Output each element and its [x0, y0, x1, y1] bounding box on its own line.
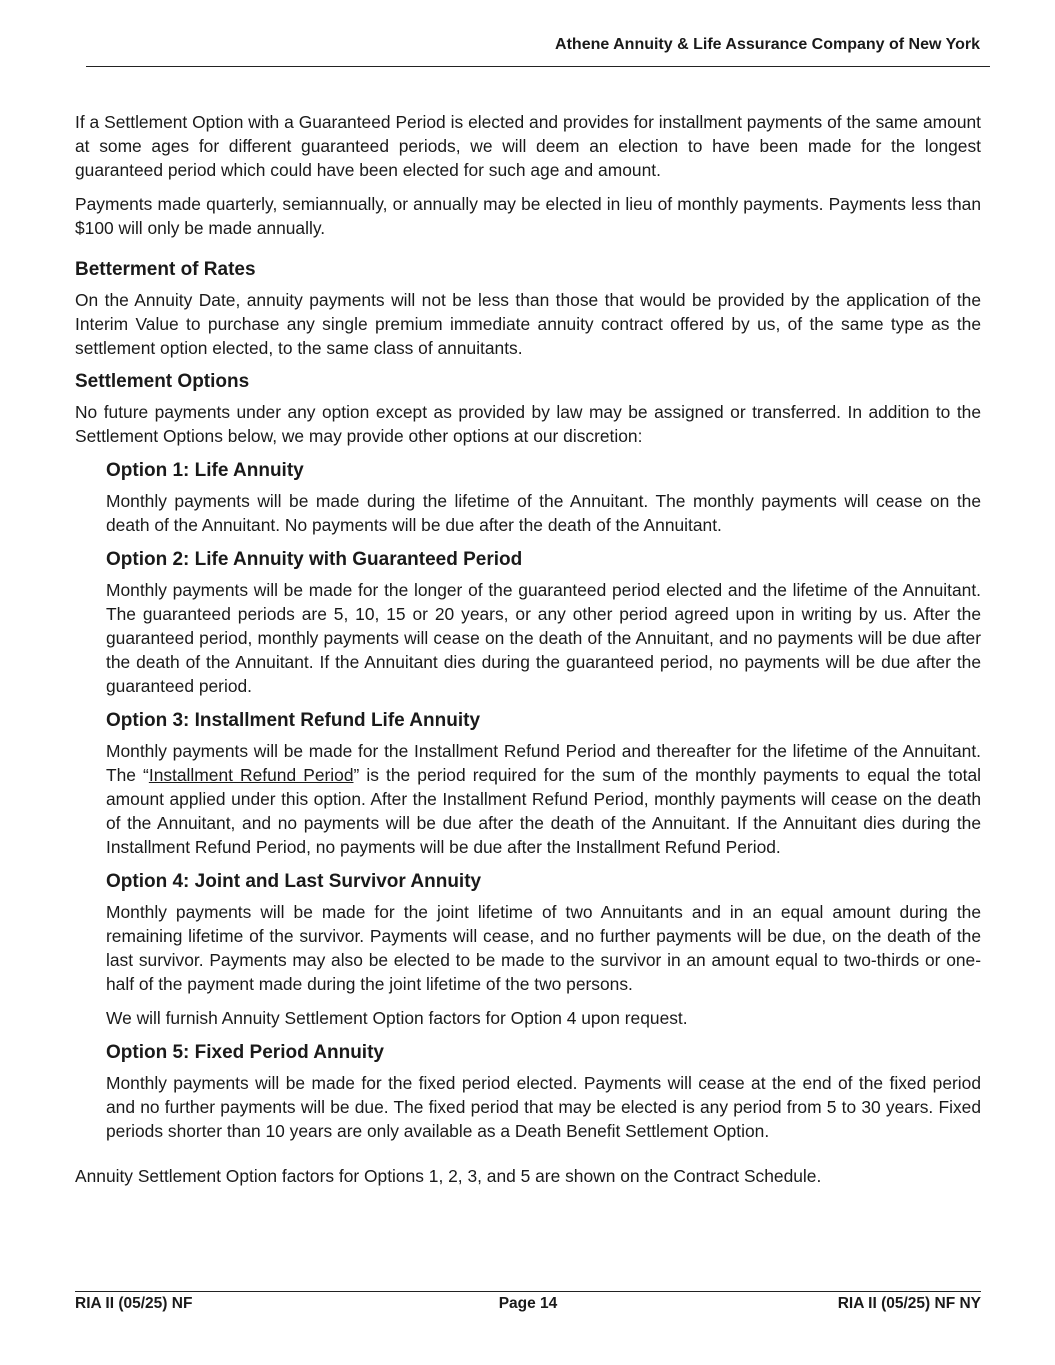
option-2-body: Monthly payments will be made for the longer of the guaranteed period elected and the lifetime of the Annuitant. The guaranteed periods are 5, 10, 15 or 20 years, or any other period agreed upon in writing by us. After the guaranteed period, monthly payments will cease on the death of the Annuitant, and no payments will be due after the death of the Annuitant. If the Annuitant dies during the guaranteed period, no payments will be due after the guaranteed period.: [106, 580, 981, 696]
option-1-title: Option 1: Life Annuity: [106, 460, 304, 481]
option-3-body-start: Monthly payments will be made for the Installment Refund Period and thereafter for the lifetime of the Annuitant. The “: [106, 741, 981, 785]
betterment-heading: Betterment of Rates: [75, 259, 256, 280]
option-3: [106, 709, 981, 859]
option-3-title: Option 3: Installment Refund Life Annuity: [106, 710, 481, 731]
settlement-heading: Settlement Options: [75, 371, 250, 392]
option-4: [106, 870, 981, 996]
footer-form-number: RIA II (05/25) NF: [75, 1295, 193, 1312]
option-5: [106, 1041, 981, 1143]
closing-paragraph: Annuity Settlement Option factors for Options 1, 2, 3, and 5 are shown on the Contract Schedule.: [75, 1166, 822, 1186]
section-betterment-of-rates: [75, 258, 981, 360]
option-3-body: [106, 739, 981, 859]
option-5-title: Option 5: Fixed Period Annuity: [106, 1042, 384, 1063]
betterment-body: On the Annuity Date, annuity payments will not be less than those that would be provided by the application of the Interim Value to purchase any single premium immediate annuity contract offered by us, of the same type as the settlement option elected, to the same class of annuitants.: [75, 290, 981, 358]
company-name: Athene Annuity & Life Assurance Company of New York: [555, 36, 980, 53]
option-1: [106, 459, 981, 537]
settlement-body: No future payments under any option except as provided by law may be assigned or transferred. In addition to the Settlement Options below, we may provide other options at our discretion:: [75, 402, 981, 446]
option-4-title: Option 4: Joint and Last Survivor Annuity: [106, 871, 482, 892]
footer-form-number-state: RIA II (05/25) NF NY: [837, 1295, 981, 1312]
defined-term-installment-refund-period: Installment Refund Period: [148, 765, 354, 785]
option-2-title: Option 2: Life Annuity with Guaranteed Period: [106, 549, 523, 570]
intro-paragraph-guaranteed-period: If a Settlement Option with a Guaranteed Period is elected and provides for installment payments of the same amount at some ages for different guaranteed periods, we will deem an election to have been made for the longest guaranteed period which could have been elected for such age and amount.: [75, 112, 981, 180]
page-number: Page 14: [498, 1295, 558, 1312]
page-footer: [75, 1291, 981, 1317]
option-2: [106, 548, 981, 698]
page-header: [86, 34, 990, 67]
option-1-body: Monthly payments will be made during the lifetime of the Annuitant. The monthly payments will cease on the death of the Annuitant. No payments will be due after the death of the Annuitant.: [106, 491, 981, 535]
option-3-body-end: ” is the period required for the sum of the monthly payments to equal the total amount applied under this option. After the Installment Refund Period, monthly payments will cease on the death of the Annuitant, and no payments will be due after the death of the Annuitant. If the Annuitant dies during the Installment Refund Period, no payments will be due after the Installment Refund Period.: [106, 765, 981, 857]
intro-paragraph-payment-frequency: Payments made quarterly, semiannually, or annually may be elected in lieu of monthly payments. Payments less than $100 will only be made annually.: [75, 194, 981, 238]
document-body: [75, 110, 981, 1188]
option-4-body: Monthly payments will be made for the joint lifetime of two Annuitants and in an equal amount during the remaining lifetime of the survivor. Payments will cease, and no further payments will be due, on the death of the last survivor. Payments may also be elected to be made to the survivor in an amount equal to two-thirds or one-half of the payment made during the joint lifetime of the two persons.: [106, 902, 981, 994]
section-settlement-options: [75, 370, 981, 1143]
option-5-body: Monthly payments will be made for the fixed period elected. Payments will cease at the end of the fixed period and no further payments will be due. The fixed period that may be elected is any period from 5 to 30 years. Fixed periods shorter than 10 years are only available as a Death Benefit Settlement Option.: [106, 1073, 981, 1141]
option-4-note: We will furnish Annuity Settlement Option factors for Option 4 upon request.: [106, 1008, 688, 1028]
